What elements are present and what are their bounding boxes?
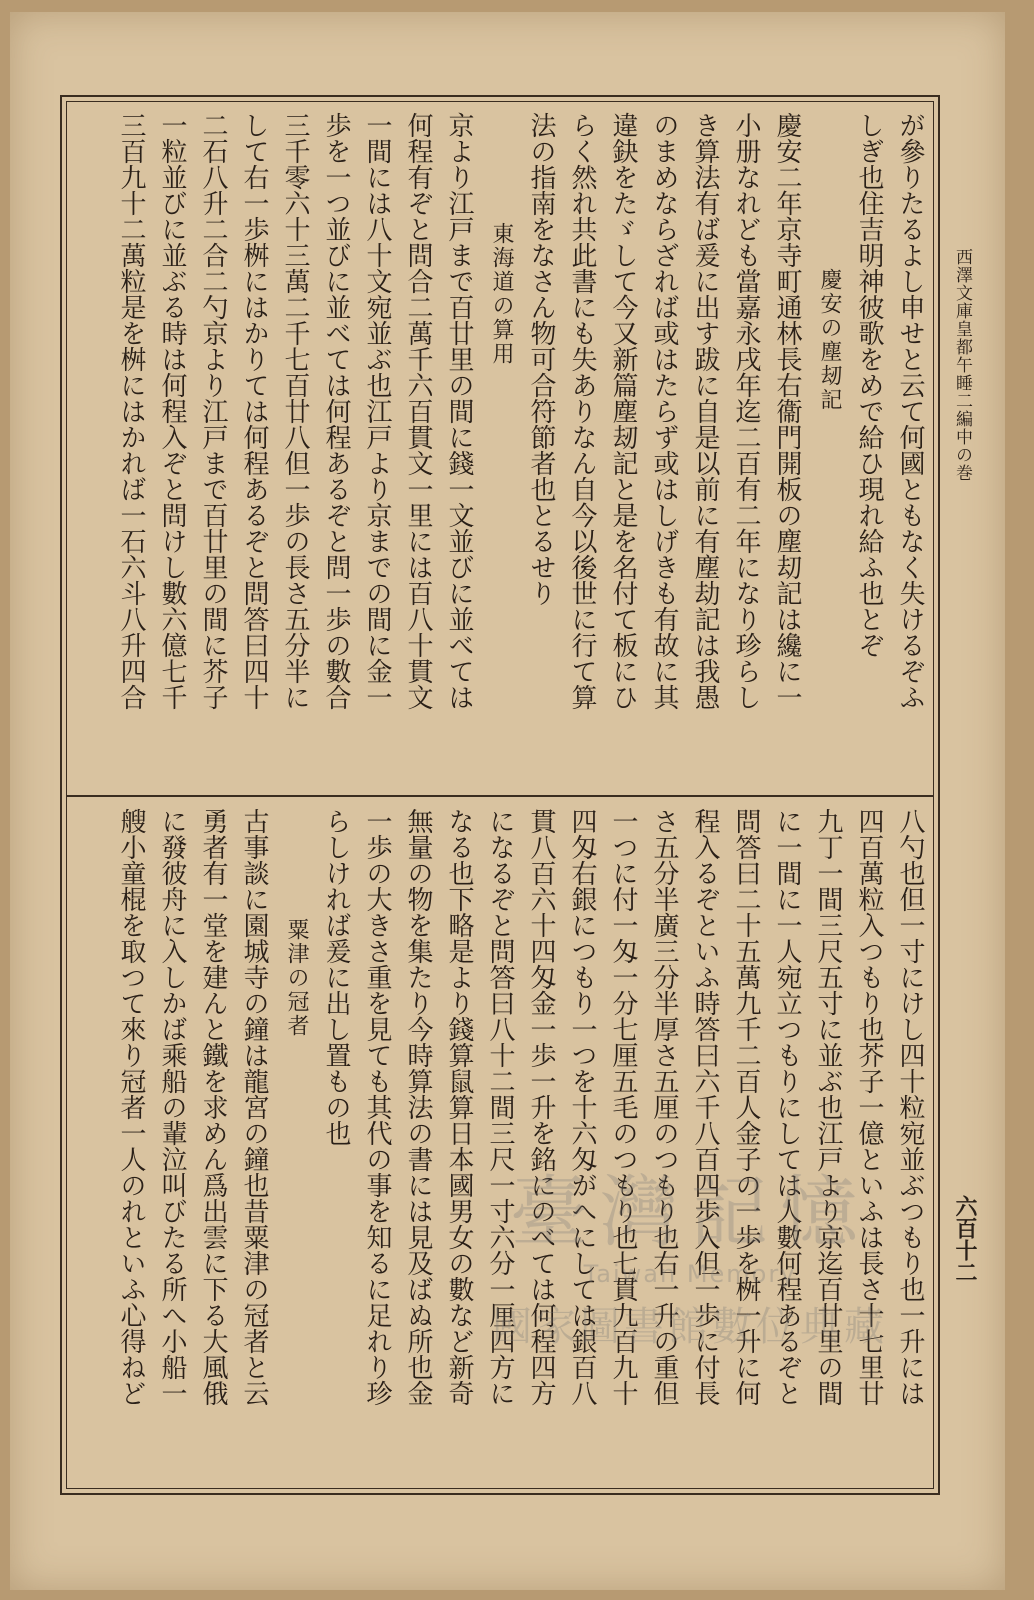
bottom-column-15: らしければ爰に出し置もの也: [321, 808, 351, 1146]
bottom-column-11: になるぞと問答曰八十二間三尺一寸六分一厘四方に: [485, 808, 515, 1406]
bottom-column-3: 九丁一間三尺五寸に並ぶ也江戸より京迄百廿里の間: [813, 808, 843, 1406]
watermark-title: 臺灣記憶: [509, 1168, 870, 1258]
top-column-19: 一粒並びに並ぶる時は何程入ぞと問けし數六億七千: [157, 112, 187, 710]
top-column-6: き算法有ば爰に出す跋に自是以前に有塵劫記は我愚: [690, 112, 720, 710]
top-column-12: 京より江戸まで百廿里の間に錢一文並びに並べては: [444, 112, 474, 710]
top-column-4: 慶安二年京寺町通林長右衞門開板の塵刧記は纔に一: [772, 112, 802, 710]
bottom-column-12: なる也下略是より錢算鼠算日本國男女の數など新奇: [444, 808, 474, 1406]
top-column-13: 何程有ぞと問合二萬千六百貫文一里には百八十貫文: [403, 112, 433, 710]
bottom-column-5: 問答曰二十五萬九千二百人金子の一歩を桝一升に何: [731, 808, 761, 1406]
bottom-column-20: 艘小童棍を取つて來り冠者一人のれといふ心得ねど: [116, 808, 146, 1406]
bottom-column-14: 一歩の大きさ重を見ても其代の事を知るに足れり珍: [362, 808, 392, 1406]
bottom-column-19: に發彼舟に入しかば乘船の輩泣叫びたる所へ小船一: [157, 808, 187, 1406]
top-column-7: のまめならざれば或はたらず或はしげきも有故に其: [649, 112, 679, 710]
page-number: 六百十二: [952, 1195, 978, 1283]
top-column-10: 法の指南をなさん物可合符節者也とるせり: [526, 112, 556, 606]
section-divider: [66, 795, 934, 797]
top-column-14: 一間には八十文宛並ぶ也江戸より京までの間に金一: [362, 112, 392, 710]
top-column-8: 違鈌をたゞして今又新篇塵刼記と是を名付て板にひ: [608, 112, 638, 710]
top-column-16: 三千零六十三萬二千七百廿八但一歩の長さ五分半に: [280, 112, 310, 710]
section-heading-tokaido: 東海道の算用: [489, 222, 514, 366]
top-column-2: しぎ也住吉明神彼歌をめで給ひ現れ給ふ也とぞ: [854, 112, 884, 658]
top-column-9: らく然れ共此書にも失ありなん自今以後世に行て算: [567, 112, 597, 710]
bottom-column-8: 一つに付一匁一分七厘五毛のつもり也七貫九百九十: [608, 808, 638, 1406]
section-heading-awazu: 粟津の冠者: [284, 918, 309, 1038]
section-heading-keian: 慶安の塵刼記: [817, 268, 842, 412]
running-header: 西澤文庫皇都午睡二編中の巻: [952, 248, 972, 482]
top-column-17: して右一歩桝にはかりては何程あるぞと問答曰四十: [239, 112, 269, 710]
top-column-18: 二石八升二合二勺京より江戸まで百廿里の間に芥子: [198, 112, 228, 710]
bottom-column-9: 四匁右銀につもり一つを十六匁がへにしては銀百八: [567, 808, 597, 1406]
bottom-column-7: さ五分半廣三分半厚さ五厘のつもり也右一升の重但: [649, 808, 679, 1406]
top-column-5: 小册なれども當嘉永戌年迄二百有二年になり珍らし: [731, 112, 761, 710]
bottom-column-4: に一間に一人宛立つもりにしては人數何程あるぞと: [772, 808, 802, 1406]
watermark-english: Taiwan Memory: [583, 1260, 797, 1288]
bottom-column-10: 貫八百六十四匁金一歩一升を銘にのべては何程四方: [526, 808, 556, 1406]
bottom-column-13: 無量の物を集たり今時算法の書には見及ばぬ所也金: [403, 808, 433, 1406]
top-column-15: 歩を一つ並びに並べては何程あるぞと問一歩の數合: [321, 112, 351, 710]
bottom-column-17: 古事談に園城寺の鐘は龍宮の鐘也昔粟津の冠者と云: [239, 808, 269, 1406]
bottom-column-2: 四百萬粒入つもり也芥子一億といふは長さ十七里廿: [854, 808, 884, 1406]
top-column-20: 三百九十二萬粒是を桝にはかれば一石六斗八升四合: [116, 112, 146, 710]
bottom-column-1: 八勺也但一寸にけし四十粒宛並ぶつもり也一升には: [895, 808, 925, 1406]
bottom-column-18: 勇者有一堂を建んと鐵を求めん爲出雲に下る大風俄: [198, 808, 228, 1406]
bottom-column-6: 程入るぞといふ時答曰六千八百四歩入但一歩に付長: [690, 808, 720, 1406]
top-column-1: が參りたるよし申せと云て何國ともなく失けるぞふ: [895, 112, 925, 710]
watermark-organization: 國家圖書館數位典藏: [492, 1304, 888, 1350]
